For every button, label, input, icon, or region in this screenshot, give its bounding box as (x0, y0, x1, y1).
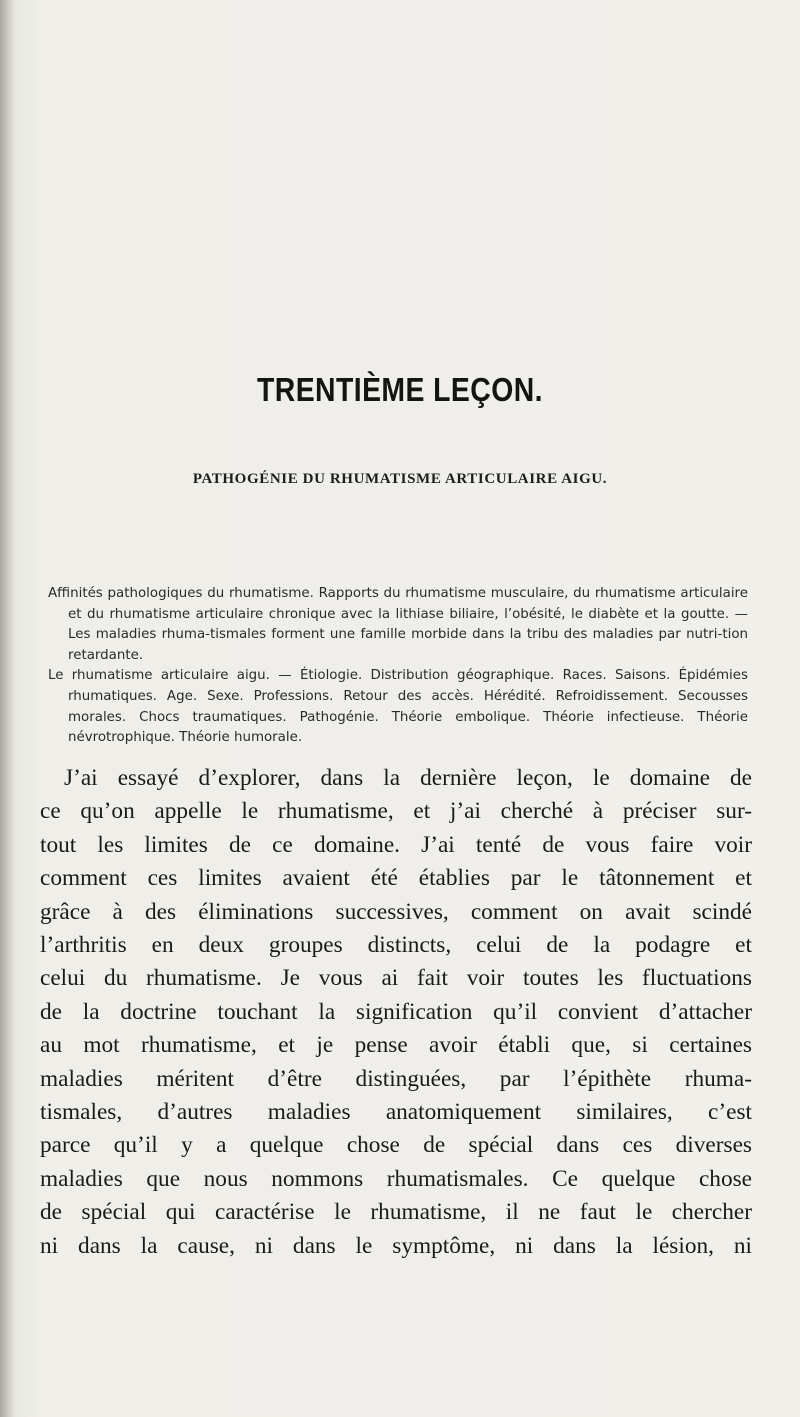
body-line: au mot rhumatisme, et je pense avoir établi que, si certaines (40, 1032, 752, 1059)
body-line: parce qu’il y a quelque chose de spécial dans ces diverses (40, 1132, 752, 1159)
page-gutter-shadow (0, 0, 14, 1417)
body-line: tismales, d’autres maladies anatomiquement similaires, c’est (40, 1099, 752, 1126)
body-line: ce qu’on appelle le rhumatisme, et j’ai cherché à préciser sur- (40, 798, 752, 825)
lesson-summary (48, 584, 748, 749)
body-line: ni dans la cause, ni dans le symptôme, ni dans la lésion, ni (40, 1232, 752, 1259)
lesson-subtitle: PATHOGÉNIE DU RHUMATISME ARTICULAIRE AIGU. (192, 471, 608, 487)
body-line: tout les limites de ce domaine. J’ai tenté de vous faire voir (40, 831, 752, 858)
body-line: celui du rhumatisme. Je vous ai fait voir toutes les fluctuations (40, 965, 752, 992)
body-line: maladies méritent d’être distinguées, par l’épithète rhuma- (40, 1065, 752, 1092)
body-line: de spécial qui caractérise le rhumatisme, il ne faut le chercher (40, 1199, 752, 1226)
body-line: maladies que nous nommons rhumatismales. Ce quelque chose (40, 1165, 752, 1192)
body-line: J’ai essayé d’explorer, dans la dernière leçon, le domaine de (64, 765, 752, 791)
summary-paragraph: Le rhumatisme articulaire aigu. — Étiologie. Distribution géographique. Races. Saisons. Épidémies rhumatiques. Age. Sexe. Professions. Retour des accès. Hérédité. Refroidissement. Secousses morales. Chocs traumatiques. Pathogénie. Théorie embolique. Théorie infectieuse. Théorie névrotrophique. Théorie humorale. (48, 668, 748, 746)
body-line: comment ces limites avaient été établies par le tâtonnement et (40, 865, 752, 892)
body-line: grâce à des éliminations successives, comment on avait scindé (40, 898, 752, 925)
lesson-title: TRENTIÈME LEÇON. (257, 371, 543, 408)
body-line: de la doctrine touchant la signification qu’il convient d’attacher (40, 998, 752, 1025)
summary-paragraph: Affinités pathologiques du rhumatisme. Rapports du rhumatisme musculaire, du rhumatisme articulaire et du rhumatisme articulaire chronique avec la lithiase biliaire, l’obésité, le diabète et la goutte. — Les maladies rhuma-tismales forment une famille morbide dans la tribu des maladies par nutri-tion retardante. (48, 586, 748, 663)
body-text (40, 762, 752, 1263)
body-line: l’arthritis en deux groupes distincts, celui de la podagre et (40, 932, 752, 959)
